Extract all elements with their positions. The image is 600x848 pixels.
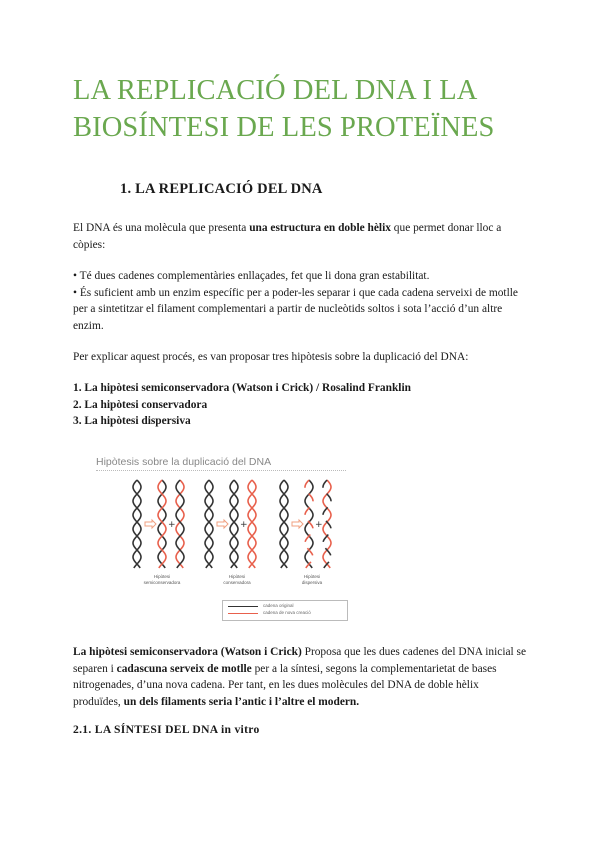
semiconservative-paragraph (73, 644, 528, 710)
semiconservative-bold-3: un dels filaments seria l’antic i l’altre el modern. (123, 695, 360, 708)
helix-layer (133, 480, 331, 568)
section-1-heading: 1. LA REPLICACIÓ DEL DNA (120, 181, 323, 197)
plus-icon: + (315, 520, 323, 530)
caption-conservative: Hipòtesi conservadora (223, 574, 251, 585)
bullet-list (73, 268, 528, 334)
bullet-item: • És suficient amb un enzim específic per a poder-les separar i que cada cadena serveixi de motlle per a sintetitzar el filament complementari a partir de nucleòtids soltos i sota l’acció d’un altre enzim. (73, 286, 518, 332)
hypothesis-item: 1. La hipòtesi semiconservadora (Watson i Crick) / Rosalind Franklin (73, 382, 411, 394)
semiconservative-bold-2: cadascuna serveix de motlle (116, 662, 252, 675)
parent-helix-dispersive (280, 480, 288, 568)
plus-icon: + (240, 520, 248, 530)
document-title (73, 72, 543, 146)
title-line-2: BIOSÍNTESI DE LES PROTEÏNES (73, 112, 495, 143)
legend-new-label: cadena de nova creació (263, 610, 311, 615)
parent-helix-conservative (205, 480, 213, 568)
plus-icon: + (168, 520, 176, 530)
figure-title: Hipòtesis sobre la duplicació del DNA (96, 456, 272, 468)
daughter-helix-conservative-2 (248, 480, 256, 568)
hypothesis-item: 2. La hipòtesi conservadora (73, 398, 208, 411)
section-2-1-heading: 2.1. LA SÍNTESI DEL DNA in vitro (73, 723, 260, 736)
arrow-icon (292, 520, 303, 528)
caption-semiconservative: Hipòtesi semiconservadora (143, 574, 181, 585)
helix-diagram (92, 452, 352, 624)
daughter-helix-dispersive-1 (305, 480, 313, 568)
arrow-icon (145, 520, 156, 528)
daughter-helix-semiconservative-1 (158, 480, 166, 568)
bullet-item: • Té dues cadenes complementàries enllaçades, fet que li dona gran estabilitat. (73, 270, 430, 282)
daughter-helix-conservative-1 (230, 480, 238, 568)
hypothesis-item: 3. La hipòtesi dispersiva (73, 415, 191, 427)
semiconservative-bold-1: La hipòtesi semiconservadora (Watson i Crick) (73, 646, 302, 658)
title-line-1: LA REPLICACIÓ DEL DNA I LA (73, 75, 478, 106)
semiconservative-text-1: Proposa que les dues cadenes del DNA inicial se separen i (73, 646, 527, 675)
intro-text-start: El DNA és una molècula que presenta (73, 222, 250, 234)
legend-original-label: cadena original (263, 603, 294, 608)
legend-original-swatch (228, 606, 258, 607)
arrow-icon (217, 520, 228, 528)
intro-text-end: que permet donar lloc a còpies: (73, 222, 502, 251)
intro-paragraph (73, 220, 528, 253)
legend-new-swatch (228, 613, 258, 614)
semiconservative-text-2: per a la síntesi, segons la complementarietat de bases nitrogenades, d’una nova cadena. Per tant, en les dues molècules del DNA de doble hèlix produïdes, (73, 662, 497, 708)
figure-legend (222, 600, 348, 621)
intro-bold: una estructura en doble hèlix (249, 222, 391, 234)
hypotheses-list (73, 380, 528, 430)
explain-paragraph: Per explicar aquest procés, es van proposar tres hipòtesis sobre la duplicació del DNA: (73, 351, 469, 363)
daughter-helix-dispersive-2 (323, 480, 331, 568)
caption-dispersive: Hipòtesi dispersiva (301, 574, 323, 585)
dna-hypotheses-figure (92, 452, 352, 624)
parent-helix-semiconservative (133, 480, 141, 568)
daughter-helix-semiconservative-2 (176, 480, 184, 568)
